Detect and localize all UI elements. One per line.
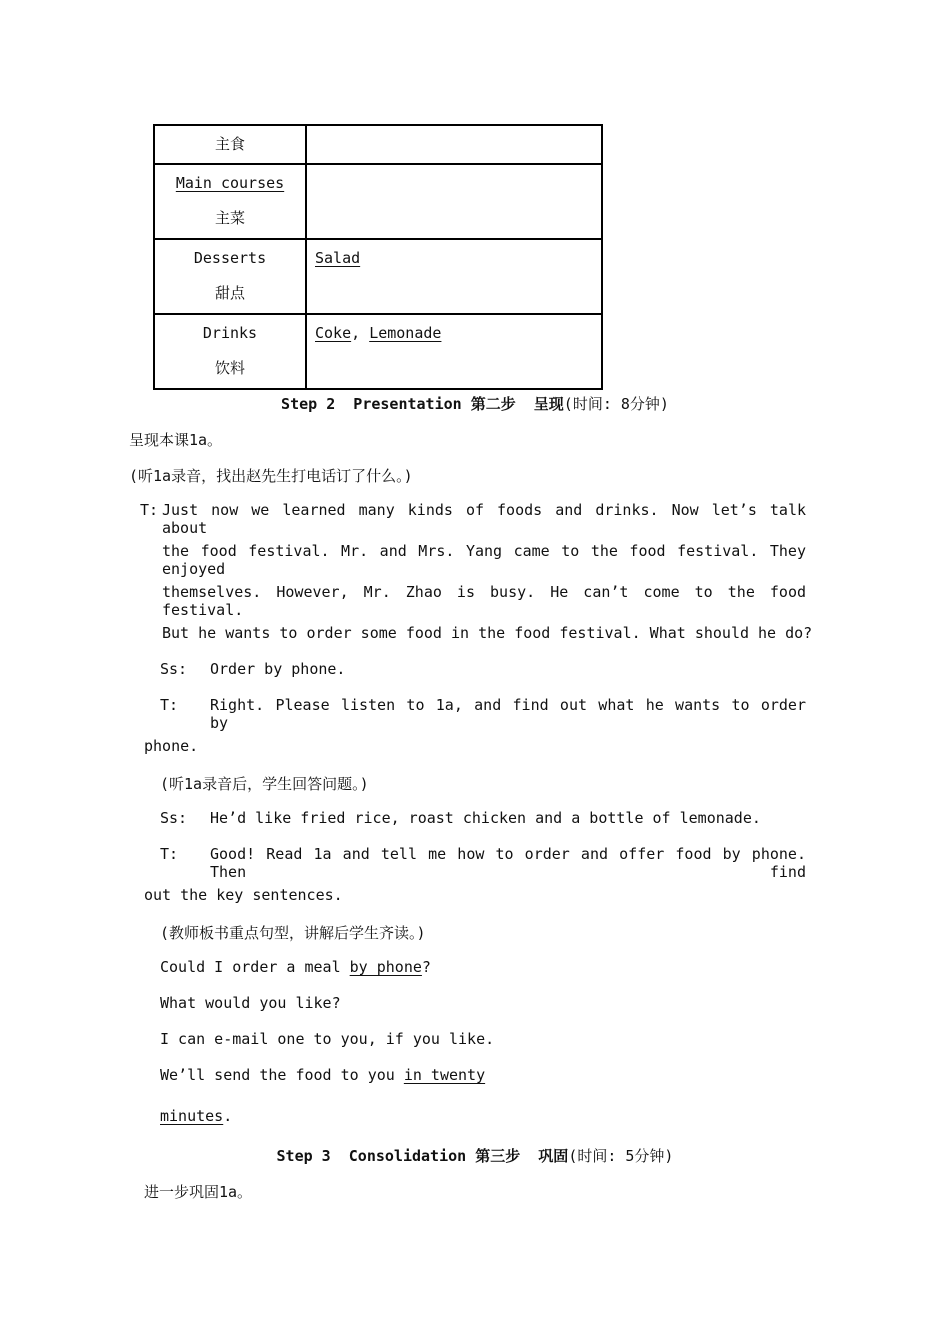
items-cell: [306, 125, 602, 164]
category-label-en: Main courses: [175, 174, 285, 192]
dialogue-line: Just now we learned many kinds of foods and drinks. Now let’s talk about: [162, 501, 806, 537]
item-separator: ,: [351, 324, 361, 342]
step-cn: 第三步: [475, 1147, 521, 1165]
outro-line: 进一步巩固1a。: [144, 1183, 253, 1201]
intro-line: 呈现本课1a。: [129, 431, 223, 449]
step-number: Step 3: [276, 1147, 331, 1165]
students-speaker: Ss:: [160, 660, 188, 678]
teacher-note: (听1a录音后，学生回答问题。): [160, 775, 369, 793]
sentence-underline: in twenty: [403, 1066, 486, 1084]
category-label-en: Drinks: [202, 324, 258, 342]
drink-item: Lemonade: [369, 324, 442, 342]
teacher-speaker: T:: [140, 501, 159, 519]
dialogue-line: But he wants to order some food in the food festival. What should he do?: [162, 624, 813, 642]
step-time: (时间: 8分钟): [563, 395, 669, 413]
drink-item: Coke: [315, 324, 352, 342]
teacher-speaker: T:: [160, 696, 179, 714]
dessert-item: Salad: [315, 249, 361, 267]
dialogue-line: phone.: [144, 737, 199, 755]
dialogue-line: Good! Read 1a and tell me how to order and offer food by phone. Then find: [210, 845, 806, 881]
category-cell: [154, 314, 306, 389]
teacher-speaker: T:: [160, 845, 179, 863]
sentence-underline: minutes: [160, 1107, 224, 1125]
key-sentence: What would you like?: [160, 994, 341, 1012]
table-row: [154, 314, 602, 389]
items-cell: [306, 164, 602, 239]
dialogue-line: themselves. However, Mr. Zhao is busy. He can’t come to the food festival.: [162, 583, 806, 619]
step-number: Step 2: [281, 395, 336, 413]
step-name: Consolidation: [348, 1147, 467, 1165]
menu-table: [153, 124, 603, 390]
sentence-text: Could I order a meal: [160, 958, 350, 976]
dialogue-line: Right. Please listen to 1a, and find out what he wants to order by: [210, 696, 806, 732]
category-label-cn: 甜点: [214, 284, 245, 302]
table-row: [154, 239, 602, 314]
category-label-en: Desserts: [193, 249, 267, 267]
students-speaker: Ss:: [160, 809, 188, 827]
sentence-text: ?: [421, 958, 431, 976]
category-label-cn: 主食: [214, 135, 245, 153]
key-sentence: I can e-mail one to you, if you like.: [160, 1030, 495, 1048]
key-sentence: [160, 958, 431, 976]
step2-heading: [0, 393, 950, 414]
category-cell: [154, 239, 306, 314]
category-label-cn: 饮料: [214, 359, 245, 377]
key-sentence-continued: [160, 1107, 232, 1125]
step3-heading: [0, 1145, 950, 1166]
key-sentence: [160, 1066, 485, 1084]
category-label-cn: 主菜: [214, 209, 245, 227]
intro-note: (听1a录音，找出赵先生打电话订了什么。): [129, 467, 413, 485]
step-cn: 第二步: [470, 395, 516, 413]
step-cn-name: 巩固: [538, 1147, 569, 1165]
table-row: [154, 125, 602, 164]
items-cell: [306, 239, 602, 314]
dialogue-line: the food festival. Mr. and Mrs. Yang came to the food festival. They enjoyed: [162, 542, 806, 578]
step-time: (时间: 5分钟): [568, 1147, 674, 1165]
dialogue-line: out the key sentences.: [144, 886, 343, 904]
category-cell: [154, 164, 306, 239]
category-cell: [154, 125, 306, 164]
step-cn-name: 呈现: [533, 395, 564, 413]
sentence-text: We’ll send the food to you: [160, 1066, 404, 1084]
teacher-note: (教师板书重点句型，讲解后学生齐读。): [160, 924, 426, 942]
step-name: Presentation: [353, 395, 462, 413]
sentence-underline: by phone: [349, 958, 422, 976]
sentence-text: .: [223, 1107, 233, 1125]
table-row: [154, 164, 602, 239]
dialogue-line: He’d like fried rice, roast chicken and a bottle of lemonade.: [210, 809, 761, 827]
dialogue-line: Order by phone.: [210, 660, 346, 678]
items-cell: [306, 314, 602, 389]
